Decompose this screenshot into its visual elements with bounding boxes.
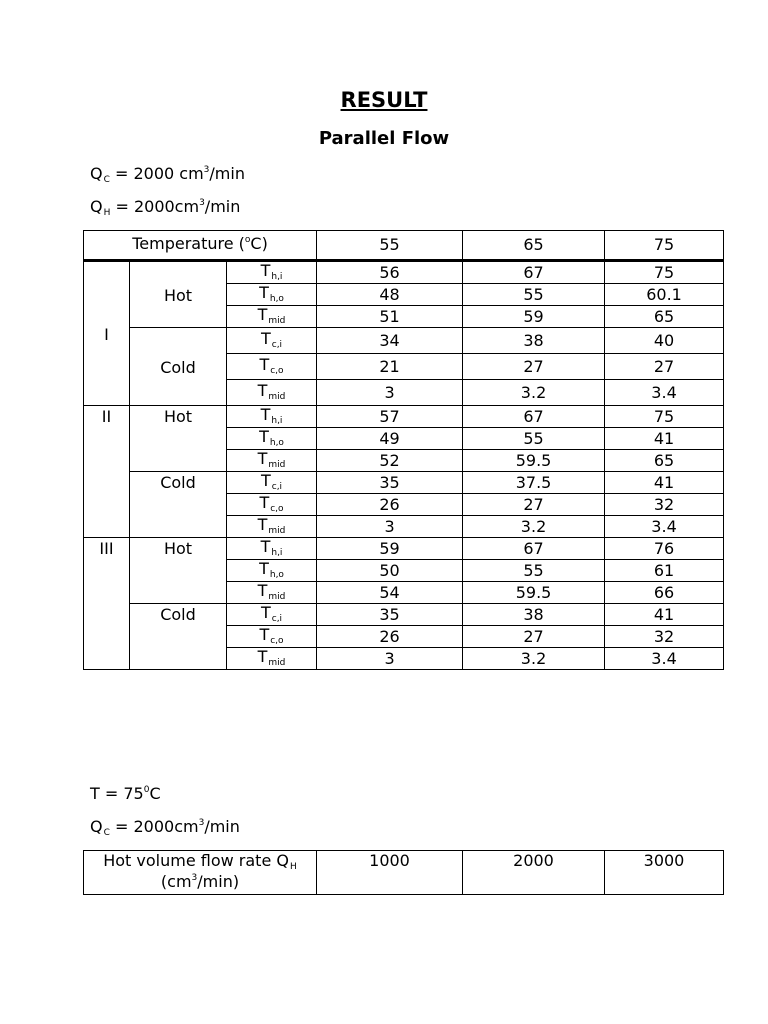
value-cell: 27: [463, 626, 605, 648]
value-cell: 27: [463, 494, 605, 516]
temperature-symbol: $T_{c,o}$: [227, 494, 317, 516]
temperature-symbol: $T_{c,i}$: [227, 328, 317, 354]
table-row: [84, 472, 724, 494]
value-cell: 3.2: [463, 380, 605, 406]
value-cell: 76: [605, 538, 724, 560]
value-cell: 55: [463, 428, 605, 450]
temperature-symbol: $T_{h,o}$: [227, 560, 317, 582]
temperature-symbol: $T_{h,o}$: [227, 428, 317, 450]
value-cell: 56: [317, 261, 463, 284]
value-cell: 1000: [317, 851, 463, 895]
value-cell: 67: [463, 538, 605, 560]
cold-flow-rate-line: $Q_C = 2000$ $cm^3/\min$: [90, 164, 245, 185]
value-cell: 2000: [463, 851, 605, 895]
temperature-symbol: $T_{mid}$: [227, 306, 317, 328]
value-cell: 27: [605, 354, 724, 380]
table-row: [84, 604, 724, 626]
value-cell: 37.5: [463, 472, 605, 494]
value-cell: 3: [317, 380, 463, 406]
value-cell: 59: [317, 538, 463, 560]
header-row: [84, 231, 724, 261]
value-cell: 3.4: [605, 516, 724, 538]
value-cell: 34: [317, 328, 463, 354]
value-cell: 55: [463, 284, 605, 306]
stream-label: Hot: [130, 538, 227, 604]
temperature-symbol: $T_{c,i}$: [227, 604, 317, 626]
temperature-symbol: $T_{h,i}$: [227, 261, 317, 284]
value-cell: 54: [317, 582, 463, 604]
hot-flow-rate-table: [83, 850, 724, 895]
value-cell: 55: [463, 560, 605, 582]
value-cell: 32: [605, 494, 724, 516]
value-cell: 67: [463, 406, 605, 428]
value-cell: 3.2: [463, 516, 605, 538]
stream-label: Cold: [130, 604, 227, 670]
temperature-symbol: $T_{mid}$: [227, 450, 317, 472]
temperature-header-value: 75: [605, 231, 724, 261]
temperature-symbol: $T_{c,o}$: [227, 626, 317, 648]
value-cell: 49: [317, 428, 463, 450]
temperature-header: Temperature ($^o$C): [84, 231, 317, 261]
value-cell: 52: [317, 450, 463, 472]
value-cell: 75: [605, 406, 724, 428]
stream-label: Hot: [130, 406, 227, 472]
temperature-symbol: $T_{h,o}$: [227, 284, 317, 306]
temperature-header-value: 55: [317, 231, 463, 261]
value-cell: 50: [317, 560, 463, 582]
table-row: [84, 261, 724, 284]
set-label: III: [84, 538, 130, 670]
value-cell: 35: [317, 472, 463, 494]
value-cell: 3: [317, 516, 463, 538]
set-label: I: [84, 261, 130, 406]
value-cell: 21: [317, 354, 463, 380]
temperature-symbol: $T_{h,i}$: [227, 538, 317, 560]
temperature-symbol: $T_{c,i}$: [227, 472, 317, 494]
temperature-header-value: 65: [463, 231, 605, 261]
flow-rate-label-cell: Hot volume flow rate $Q_H$ $(cm^3/\min)$: [84, 851, 317, 895]
page-title: RESULT: [340, 88, 428, 112]
value-cell: 57: [317, 406, 463, 428]
value-cell: 27: [463, 354, 605, 380]
table-row: [84, 406, 724, 428]
value-cell: 3.4: [605, 648, 724, 670]
value-cell: 59: [463, 306, 605, 328]
temperature-symbol: $T_{mid}$: [227, 516, 317, 538]
stream-label: Cold: [130, 328, 227, 406]
value-cell: 66: [605, 582, 724, 604]
value-cell: 3.2: [463, 648, 605, 670]
value-cell: 59.5: [463, 582, 605, 604]
value-cell: 26: [317, 494, 463, 516]
value-cell: 38: [463, 604, 605, 626]
value-cell: 41: [605, 472, 724, 494]
value-cell: 59.5: [463, 450, 605, 472]
table-row: [84, 851, 724, 895]
parallel-flow-table: [83, 230, 724, 670]
cold-flow-rate-line-2: $Q_C = 2000cm^3/\min$: [90, 817, 240, 838]
value-cell: 3: [317, 648, 463, 670]
value-cell: 48: [317, 284, 463, 306]
value-cell: 3000: [605, 851, 724, 895]
value-cell: 61: [605, 560, 724, 582]
value-cell: 60.1: [605, 284, 724, 306]
value-cell: 65: [605, 306, 724, 328]
temperature-line: $T = 75^0C$: [90, 784, 161, 803]
value-cell: 75: [605, 261, 724, 284]
value-cell: 26: [317, 626, 463, 648]
temperature-symbol: $T_{mid}$: [227, 380, 317, 406]
stream-label: Cold: [130, 472, 227, 538]
value-cell: 41: [605, 428, 724, 450]
temperature-symbol: $T_{h,i}$: [227, 406, 317, 428]
value-cell: 35: [317, 604, 463, 626]
value-cell: 3.4: [605, 380, 724, 406]
value-cell: 41: [605, 604, 724, 626]
value-cell: 38: [463, 328, 605, 354]
value-cell: 65: [605, 450, 724, 472]
temperature-symbol: $T_{mid}$: [227, 648, 317, 670]
table-row: [84, 538, 724, 560]
value-cell: 40: [605, 328, 724, 354]
value-cell: 32: [605, 626, 724, 648]
hot-flow-rate-line: $Q_H = 2000cm^3/\min$: [90, 197, 241, 218]
table-row: [84, 328, 724, 354]
temperature-symbol: $T_{mid}$: [227, 582, 317, 604]
temperature-symbol: $T_{c,o}$: [227, 354, 317, 380]
section-title: Parallel Flow: [318, 128, 450, 149]
stream-label: Hot: [130, 261, 227, 328]
set-label: II: [84, 406, 130, 538]
value-cell: 67: [463, 261, 605, 284]
value-cell: 51: [317, 306, 463, 328]
